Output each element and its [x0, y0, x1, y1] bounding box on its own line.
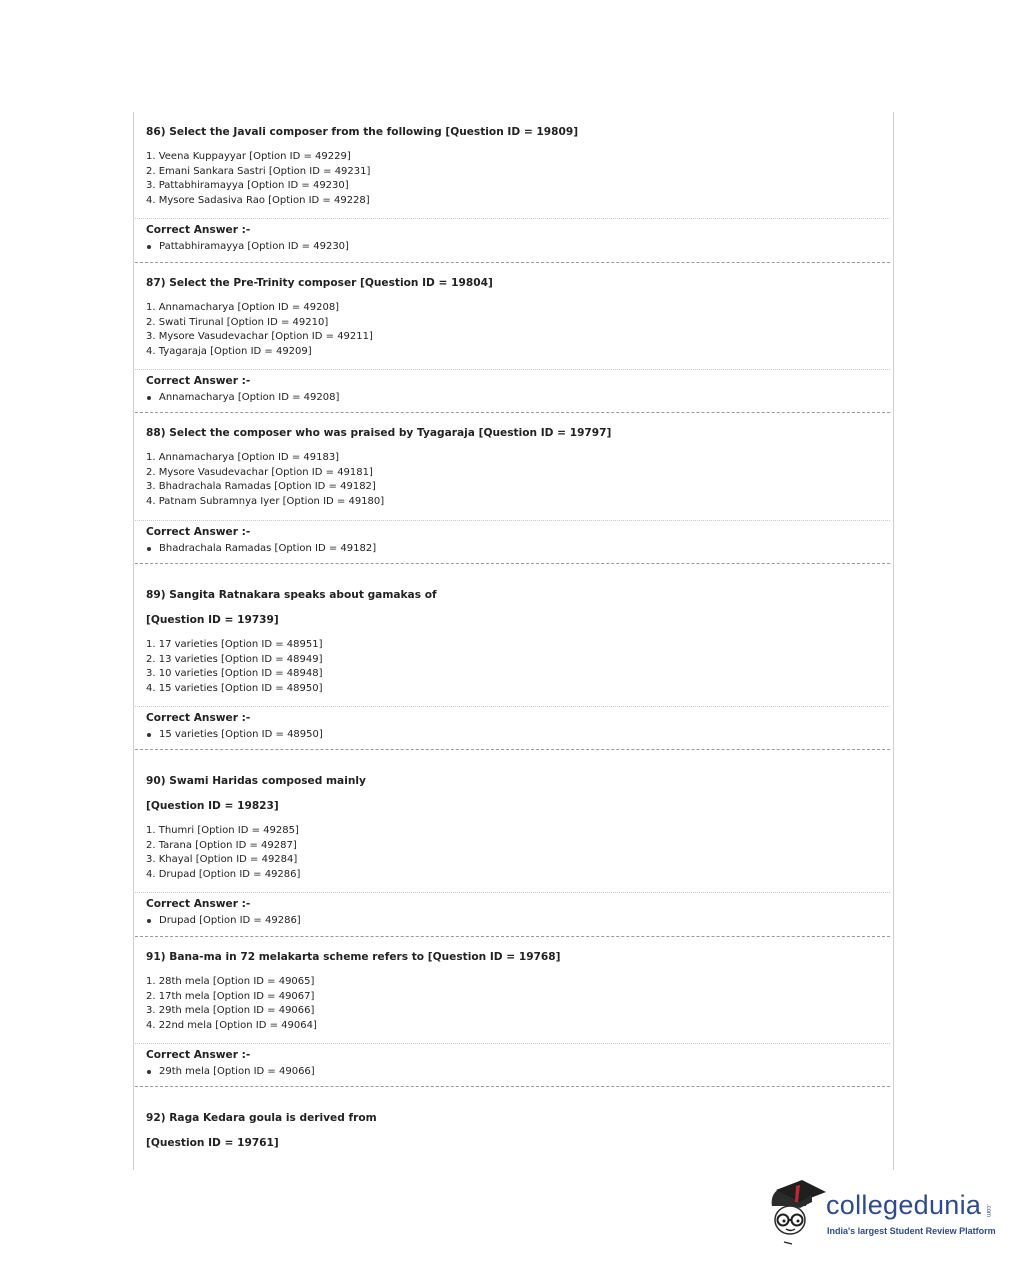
bullet-icon [147, 245, 151, 249]
bullet-icon [147, 547, 151, 551]
correct-answer [146, 240, 886, 254]
option: 3. 29th mela [Option ID = 49066] [146, 1005, 315, 1017]
question-title: 90) Swami Haridas composed mainly [146, 775, 366, 787]
option: 1. Veena Kuppayyar [Option ID = 49229] [146, 151, 351, 162]
question-divider [135, 412, 890, 413]
option: 1. 17 varieties [Option ID = 48951] [146, 639, 323, 650]
correct-answer-89 [146, 711, 886, 742]
logo-wordmark: collegedunia [826, 1190, 982, 1220]
option-list [146, 824, 886, 882]
bullet-icon [147, 919, 151, 923]
correct-answer [146, 914, 886, 928]
answer-divider [135, 706, 890, 707]
correct-answer-label: Correct Answer :- [146, 224, 251, 236]
question-id: [Question ID = 19739] [146, 614, 279, 626]
question-86 [146, 125, 886, 208]
answer-divider [135, 520, 890, 521]
option: 4. Tyagaraja [Option ID = 49209] [146, 345, 312, 357]
collegedunia-logo [766, 1176, 996, 1248]
question-divider [135, 749, 890, 750]
question-title: 91) Bana-ma in 72 melakarta scheme refers to [Question ID = 19768] [146, 951, 561, 963]
correct-answer [146, 1065, 886, 1079]
option: 2. Tarana [Option ID = 49287] [146, 839, 297, 851]
correct-answer-87 [146, 374, 886, 405]
bullet-icon [147, 396, 151, 400]
option-list [146, 150, 886, 208]
question-title: 86) Select the Javali composer from the following [Question ID = 19809] [146, 126, 579, 138]
correct-answer-88 [146, 525, 886, 556]
option: 3. Bhadrachala Ramadas [Option ID = 49182] [146, 481, 376, 493]
question-id: [Question ID = 19761] [146, 1137, 279, 1149]
question-title: 92) Raga Kedara goula is derived from [146, 1112, 377, 1124]
option: 3. Khayal [Option ID = 49284] [146, 854, 298, 866]
option: 3. 10 varieties [Option ID = 48948] [146, 668, 323, 680]
option-list [146, 301, 886, 359]
question-title: 88) Select the composer who was praised by Tyagaraja [Question ID = 19797] [146, 427, 612, 439]
question-88 [146, 426, 886, 509]
bullet-icon [147, 1070, 151, 1074]
option: 1. Annamacharya [Option ID = 49208] [146, 302, 340, 313]
correct-answer-text: 29th mela [Option ID = 49066] [159, 1066, 315, 1077]
correct-answer-label: Correct Answer :- [146, 375, 251, 387]
question-divider [135, 1086, 890, 1087]
correct-answer [146, 728, 886, 742]
option: 3. Mysore Vasudevachar [Option ID = 49211] [146, 331, 373, 343]
correct-answer-label: Correct Answer :- [146, 526, 251, 538]
option: 1. Annamacharya [Option ID = 49183] [146, 452, 340, 463]
option: 4. Drupad [Option ID = 49286] [146, 868, 301, 880]
question-91 [146, 950, 886, 1033]
question-90 [146, 774, 886, 882]
correct-answer-91 [146, 1048, 886, 1079]
question-divider [135, 262, 890, 263]
question-divider [135, 563, 890, 564]
option: 2. Emani Sankara Sastri [Option ID = 49231] [146, 165, 371, 177]
question-87 [146, 276, 886, 359]
question-89 [146, 588, 886, 696]
question-title: 89) Sangita Ratnakara speaks about gamakas of [146, 589, 437, 601]
correct-answer-label: Correct Answer :- [146, 1049, 251, 1061]
logo-domain-suffix: .com [985, 1204, 991, 1218]
option: 2. 17th mela [Option ID = 49067] [146, 990, 315, 1002]
mascot-icon [766, 1176, 828, 1248]
bullet-icon [147, 733, 151, 737]
answer-divider [135, 892, 890, 893]
option-list [146, 451, 886, 509]
question-title: 87) Select the Pre-Trinity composer [Question ID = 19804] [146, 277, 493, 289]
option: 4. 15 varieties [Option ID = 48950] [146, 682, 323, 694]
correct-answer-90 [146, 897, 886, 928]
correct-answer [146, 542, 886, 556]
option: 4. Patnam Subramnya Iyer [Option ID = 49180] [146, 495, 385, 507]
correct-answer-text: Bhadrachala Ramadas [Option ID = 49182] [159, 543, 377, 554]
option: 3. Pattabhiramayya [Option ID = 49230] [146, 180, 349, 192]
answer-divider [135, 369, 890, 370]
correct-answer-text: Pattabhiramayya [Option ID = 49230] [159, 241, 349, 252]
correct-answer-text: 15 varieties [Option ID = 48950] [159, 729, 323, 740]
option: 4. Mysore Sadasiva Rao [Option ID = 49228] [146, 194, 370, 206]
correct-answer-label: Correct Answer :- [146, 898, 251, 910]
logo-tagline: India's largest Student Review Platform [827, 1226, 996, 1236]
correct-answer-text: Drupad [Option ID = 49286] [159, 915, 301, 926]
correct-answer [146, 391, 886, 405]
option: 2. 13 varieties [Option ID = 48949] [146, 653, 323, 665]
option: 2. Swati Tirunal [Option ID = 49210] [146, 316, 329, 328]
option: 1. Thumri [Option ID = 49285] [146, 825, 299, 836]
question-divider [135, 936, 890, 937]
correct-answer-text: Annamacharya [Option ID = 49208] [159, 392, 340, 403]
option: 1. 28th mela [Option ID = 49065] [146, 976, 315, 987]
question-id: [Question ID = 19823] [146, 800, 279, 812]
answer-divider [135, 1043, 890, 1044]
correct-answer-86 [146, 223, 886, 254]
option: 2. Mysore Vasudevachar [Option ID = 49181] [146, 466, 373, 478]
answer-divider [135, 218, 890, 219]
question-92 [146, 1111, 886, 1150]
option-list [146, 638, 886, 696]
option-list [146, 975, 886, 1033]
correct-answer-label: Correct Answer :- [146, 712, 251, 724]
option: 4. 22nd mela [Option ID = 49064] [146, 1019, 317, 1031]
